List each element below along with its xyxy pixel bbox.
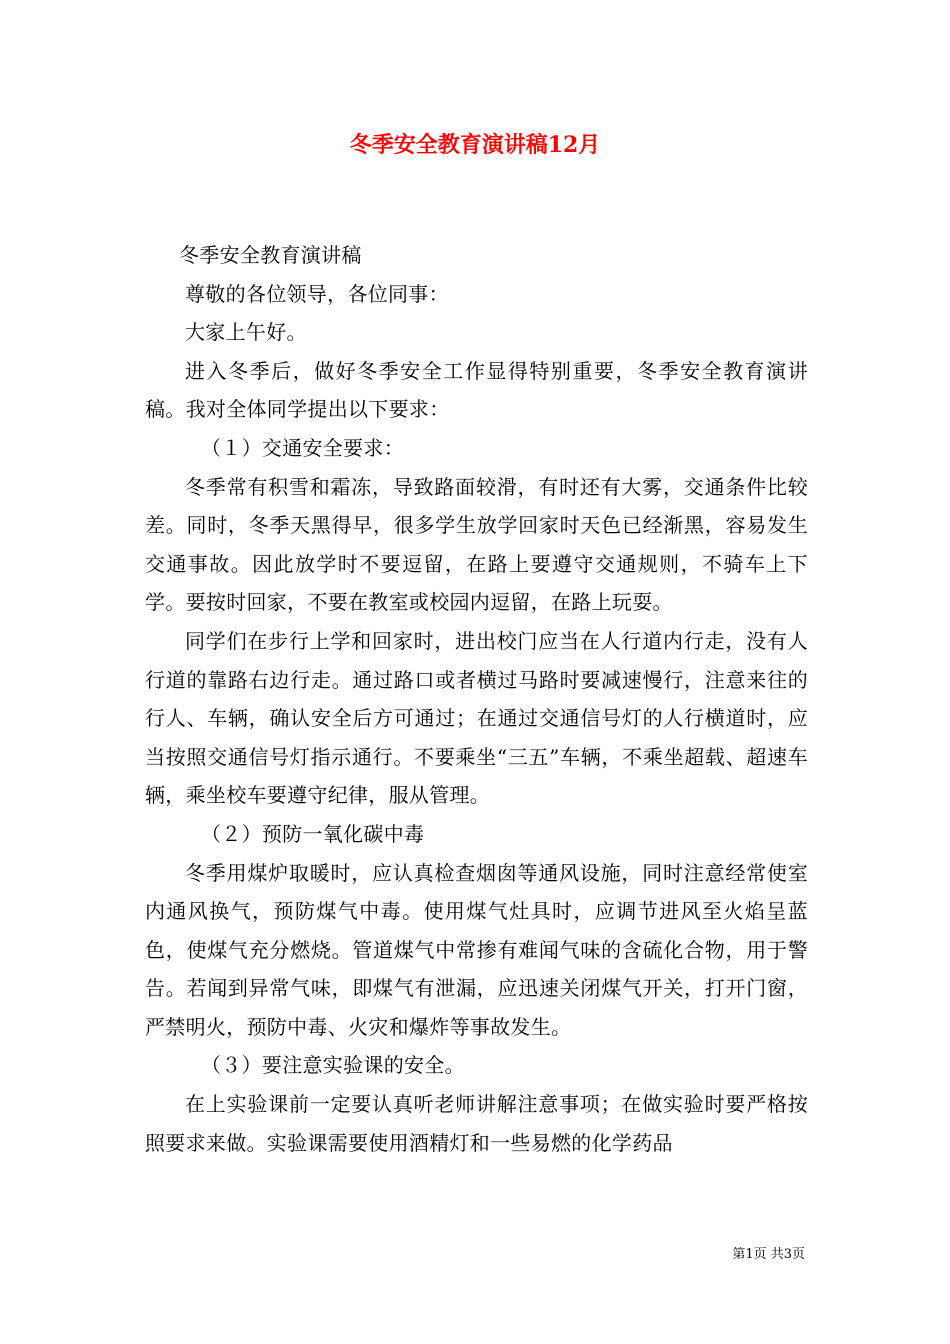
greeting: 大家上午好。 bbox=[185, 320, 307, 345]
speech-heading: 冬季安全教育演讲稿 bbox=[179, 243, 362, 267]
intro-paragraph: 进入冬季后，做好冬季安全工作显得特别重要，冬季安全教育演讲稿。我对全体同学提出以下要求： bbox=[145, 358, 808, 422]
traffic-paragraph-1: 冬季常有积雪和霜冻，导致路面较滑，有时还有大雾，交通条件比较差。同时，冬季天黑得早，很多学生放学回家时天色已经渐黑，容易发生交通事故。因此放学时不要逗留，在路上要遵守交通规则，不骑车上下学。要按时回家，不要在教室或校园内逗留，在路上玩耍。 bbox=[145, 474, 808, 615]
section-heading-traffic: （１）交通安全要求： bbox=[201, 435, 404, 460]
section-heading-lab: （３）要注意实验课的安全。 bbox=[201, 1053, 465, 1078]
page-number: 第1页 共3页 bbox=[732, 1247, 805, 1262]
lab-paragraph: 在上实验课前一定要认真听老师讲解注意事项；在做实验时要严格按照要求来做。实验课需要使用酒精灯和一些易燃的化学药品 bbox=[145, 1092, 808, 1155]
document-body bbox=[145, 236, 808, 1162]
document-title: 冬季安全教育演讲稿12月 bbox=[349, 132, 601, 158]
salutation: 尊敬的各位领导，各位同事： bbox=[185, 281, 449, 306]
traffic-paragraph-2: 同学们在步行上学和回家时，进出校门应当在人行道内行走，没有人行道的靠路右边行走。通过路口或者横过马路时要减速慢行，注意来往的行人、车辆，确认安全后方可通过；在通过交通信号灯的人行横道时，应当按照交通信号灯指示通行。不要乘坐“三五”车辆，不乘坐超载、超速车辆，乘坐校车要遵守纪律，服从管理。 bbox=[145, 628, 808, 808]
co-paragraph: 冬季用煤炉取暖时，应认真检查烟囱等通风设施，同时注意经常使室内通风换气，预防煤气中毒。使用煤气灶具时，应调节进风至火焰呈蓝色，使煤气充分燃烧。管道煤气中常掺有难闻气味的含硫化合物，用于警告。若闻到异常气味，即煤气有泄漏，应迅速关闭煤气开关，打开门窗，严禁明火，预防中毒、火灾和爆炸等事故发生。 bbox=[145, 860, 808, 1039]
section-heading-co: （２）预防一氧化碳中毒 bbox=[201, 821, 425, 846]
